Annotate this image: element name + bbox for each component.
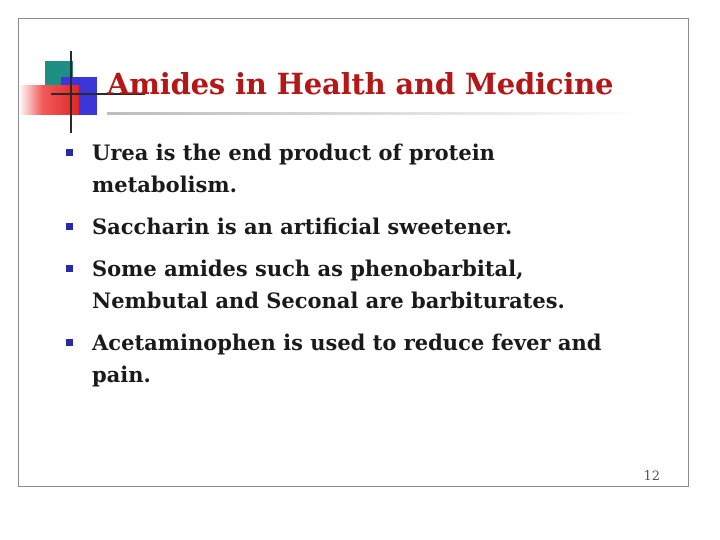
bullet-square-icon	[66, 265, 73, 272]
bullet-text: Saccharin is an artificial sweetener.	[92, 214, 513, 239]
title-underline	[107, 112, 647, 115]
list-item	[63, 137, 623, 201]
bullet-text: Some amides such as phenobarbital, Nembutal and Seconal are barbiturates.	[92, 256, 565, 313]
slide-title: Amides in Health and Medicine	[107, 67, 614, 101]
bullet-list	[63, 137, 623, 401]
bullet-square-icon	[66, 339, 73, 346]
list-item	[63, 211, 623, 243]
bullet-square-icon	[66, 149, 73, 156]
page-number: 12	[643, 469, 660, 484]
logo-vertical-line	[70, 51, 72, 133]
list-item	[63, 327, 623, 391]
bullet-text: Acetaminophen is used to reduce fever and pain.	[92, 330, 602, 387]
slide	[18, 18, 689, 487]
bullet-text: Urea is the end product of protein metabolism.	[92, 140, 495, 197]
bullet-square-icon	[66, 223, 73, 230]
list-item	[63, 253, 623, 317]
